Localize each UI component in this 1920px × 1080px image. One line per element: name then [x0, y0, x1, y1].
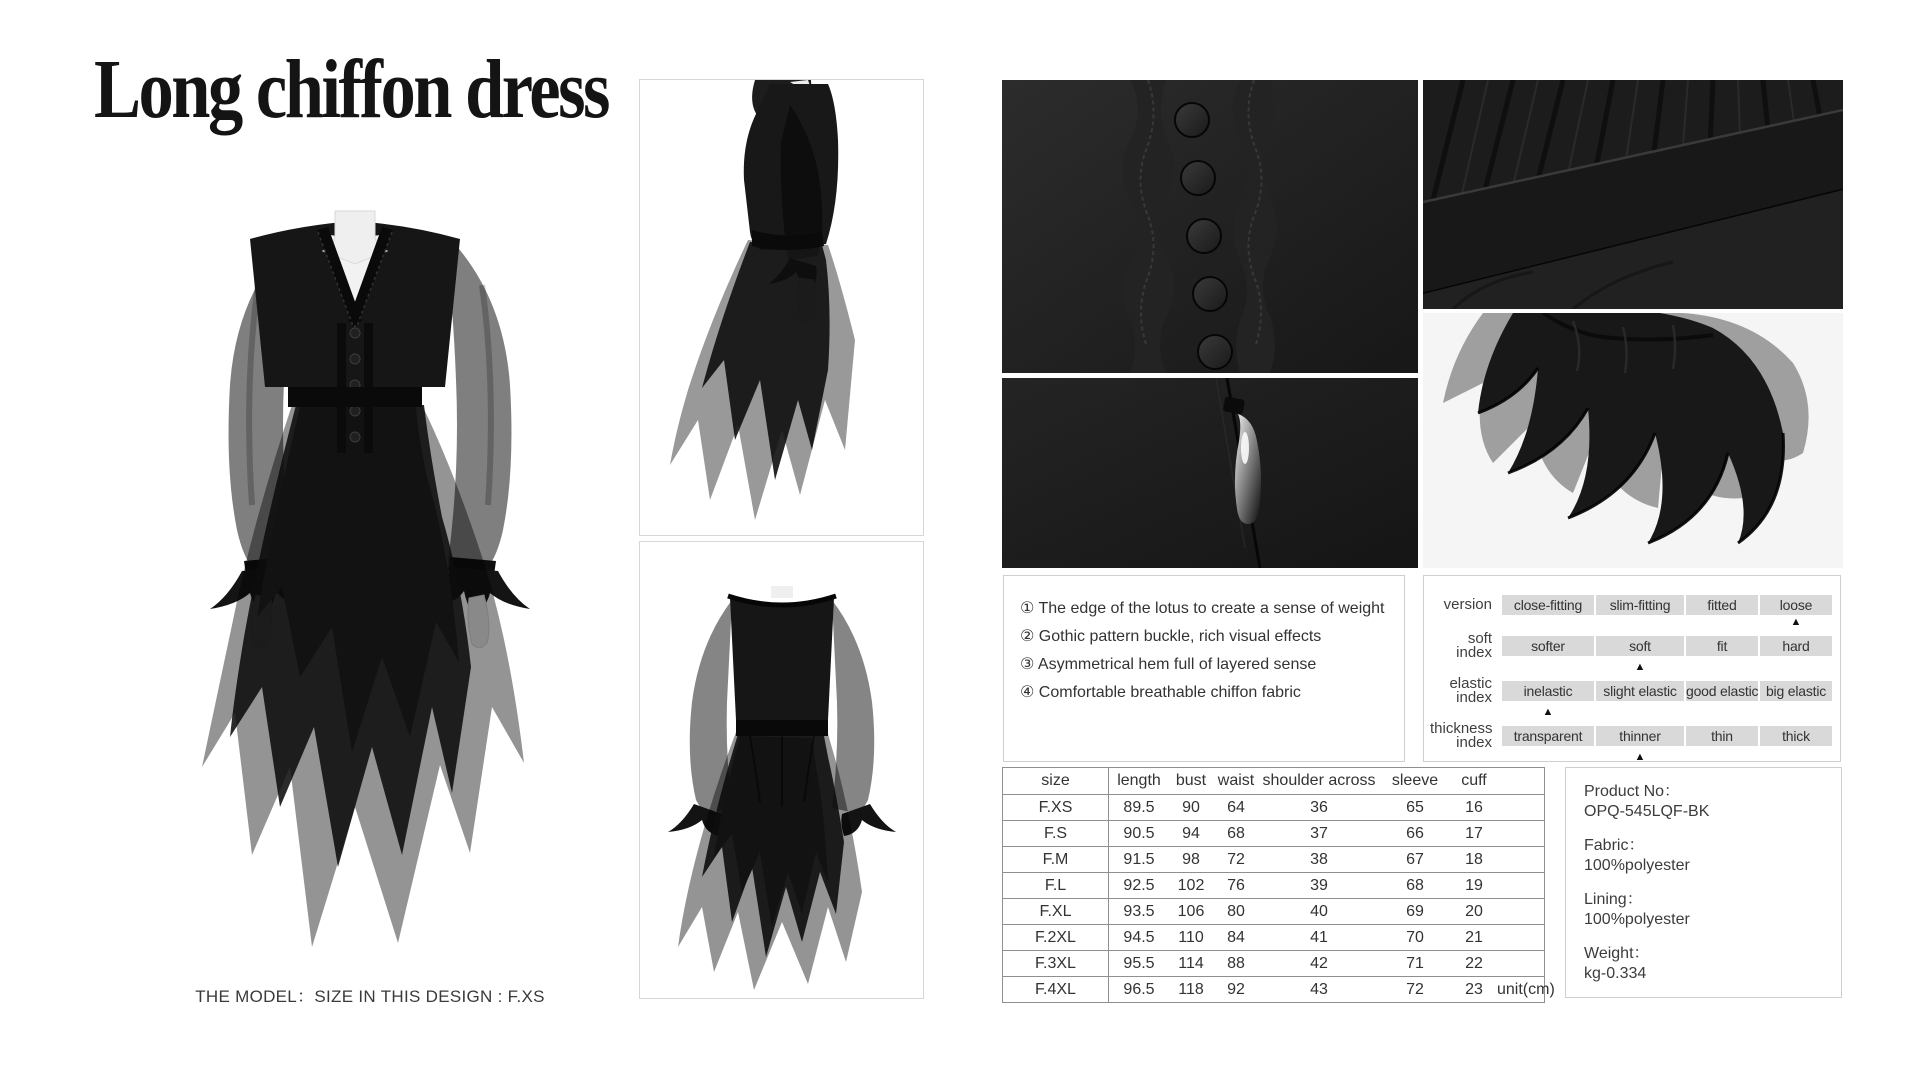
model-size-note: THE MODEL：SIZE IN THIS DESIGN : F.XS	[195, 987, 545, 1006]
table-row: F.2XL 94.5 110 84 41 70 21	[1003, 925, 1545, 951]
table-row: F.4XL 96.5 118 92 43 72 23 unit(cm)	[1003, 977, 1545, 1003]
attribute-option: thinner	[1596, 726, 1684, 746]
product-field	[1584, 836, 1841, 876]
attribute-option: hard	[1760, 636, 1832, 656]
table-row: F.M 91.5 98 72 38 67 18	[1003, 847, 1545, 873]
page-title: Long chiffon dress	[94, 43, 608, 136]
column-header-empty	[1497, 768, 1545, 795]
zipper-illustration	[1002, 378, 1418, 568]
attribute-option: good elastic	[1686, 683, 1759, 699]
product-field-label: Weight：	[1584, 945, 1650, 962]
attribute-option: big elastic	[1760, 681, 1832, 701]
back-view-photo	[639, 541, 924, 999]
attribute-row	[1430, 722, 1840, 750]
attribute-option: slight elastic	[1596, 681, 1684, 701]
attribute-matrix	[1423, 575, 1841, 762]
feature-item: ① The edge of the lotus to create a sense of weight	[1020, 600, 1385, 617]
attribute-option: fit	[1686, 636, 1758, 656]
attribute-option: softer	[1502, 636, 1594, 656]
detail-photo-placket-buttons	[1002, 80, 1418, 373]
waistband-illustration	[1423, 80, 1843, 309]
attribute-label: version	[1443, 596, 1492, 613]
size-table	[1002, 767, 1555, 1003]
product-field-label: Fabric：	[1584, 837, 1645, 854]
selected-marker-icon: ▲	[1790, 616, 1802, 628]
attribute-option: loose	[1760, 595, 1832, 615]
attribute-label: thickness index	[1430, 720, 1493, 751]
back-view-illustration	[640, 542, 923, 998]
attribute-row	[1430, 595, 1840, 615]
attribute-option: inelastic	[1502, 681, 1594, 701]
selected-marker-icon: ▲	[1542, 706, 1554, 718]
cuff-ruffle-illustration	[1423, 313, 1843, 568]
attribute-marker-row	[1430, 660, 1840, 674]
product-field	[1584, 890, 1841, 930]
attribute-option: slim-fitting	[1596, 595, 1684, 615]
front-view-illustration	[140, 205, 600, 980]
attribute-marker-row	[1430, 705, 1840, 719]
table-row: F.XL 93.5 106 80 40 69 20	[1003, 899, 1545, 925]
attribute-marker-row	[1430, 750, 1840, 764]
front-view-photo	[140, 205, 600, 980]
product-field-value: OPQ-545LQF-BK	[1584, 803, 1710, 820]
column-header: cuff	[1451, 768, 1497, 795]
attribute-label: soft index	[1456, 630, 1492, 661]
attribute-option: fitted	[1686, 595, 1758, 615]
feature-list	[1020, 595, 1404, 707]
column-header: sleeve	[1379, 768, 1451, 795]
feature-list-box	[1003, 575, 1405, 762]
unit-label: unit(cm)	[1497, 977, 1545, 1003]
product-field-label: Lining：	[1584, 891, 1643, 908]
side-view-illustration	[640, 80, 923, 535]
detail-photo-cuff-ruffle	[1423, 313, 1843, 568]
attribute-block-thickness-index	[1430, 722, 1840, 764]
attribute-option: thin	[1686, 726, 1758, 746]
detail-photo-waistband	[1423, 80, 1843, 309]
attribute-row	[1430, 632, 1840, 660]
size-table-header-row	[1003, 768, 1545, 795]
selected-marker-icon: ▲	[1634, 751, 1646, 763]
feature-item: ④ Comfortable breathable chiffon fabric	[1020, 684, 1301, 701]
table-row: F.XS 89.5 90 64 36 65 16	[1003, 795, 1545, 821]
feature-item: ③ Asymmetrical hem full of layered sense	[1020, 656, 1317, 673]
product-field	[1584, 782, 1841, 822]
product-info-box	[1565, 767, 1842, 998]
column-header: bust	[1169, 768, 1213, 795]
attribute-label: elastic index	[1449, 675, 1492, 706]
attribute-block-version	[1430, 595, 1840, 629]
table-row: F.3XL 95.5 114 88 42 71 22	[1003, 951, 1545, 977]
product-field-value: 100%polyester	[1584, 857, 1690, 874]
feature-item: ② Gothic pattern buckle, rich visual effects	[1020, 628, 1322, 645]
column-header: shoulder across	[1259, 768, 1379, 795]
selected-marker-icon: ▲	[1634, 661, 1646, 673]
attribute-row	[1430, 677, 1840, 705]
attribute-option: soft	[1596, 636, 1684, 656]
attribute-block-soft-index	[1430, 632, 1840, 674]
product-field-label: Product No：	[1584, 783, 1681, 800]
column-header: size	[1003, 768, 1109, 795]
attribute-marker-row	[1430, 615, 1840, 629]
detail-photo-zipper	[1002, 378, 1418, 568]
product-field	[1584, 944, 1841, 984]
product-field-value: 100%polyester	[1584, 911, 1690, 928]
product-field-value: kg-0.334	[1584, 965, 1647, 982]
side-view-photo	[639, 79, 924, 536]
attribute-block-elastic-index	[1430, 677, 1840, 719]
attribute-option: thick	[1760, 726, 1832, 746]
column-header: length	[1109, 768, 1170, 795]
table-row: F.L 92.5 102 76 39 68 19	[1003, 873, 1545, 899]
placket-buttons-illustration	[1002, 80, 1418, 373]
table-row: F.S 90.5 94 68 37 66 17	[1003, 821, 1545, 847]
attribute-option: close-fitting	[1502, 595, 1594, 615]
attribute-option: transparent	[1502, 726, 1594, 746]
column-header: waist	[1213, 768, 1259, 795]
